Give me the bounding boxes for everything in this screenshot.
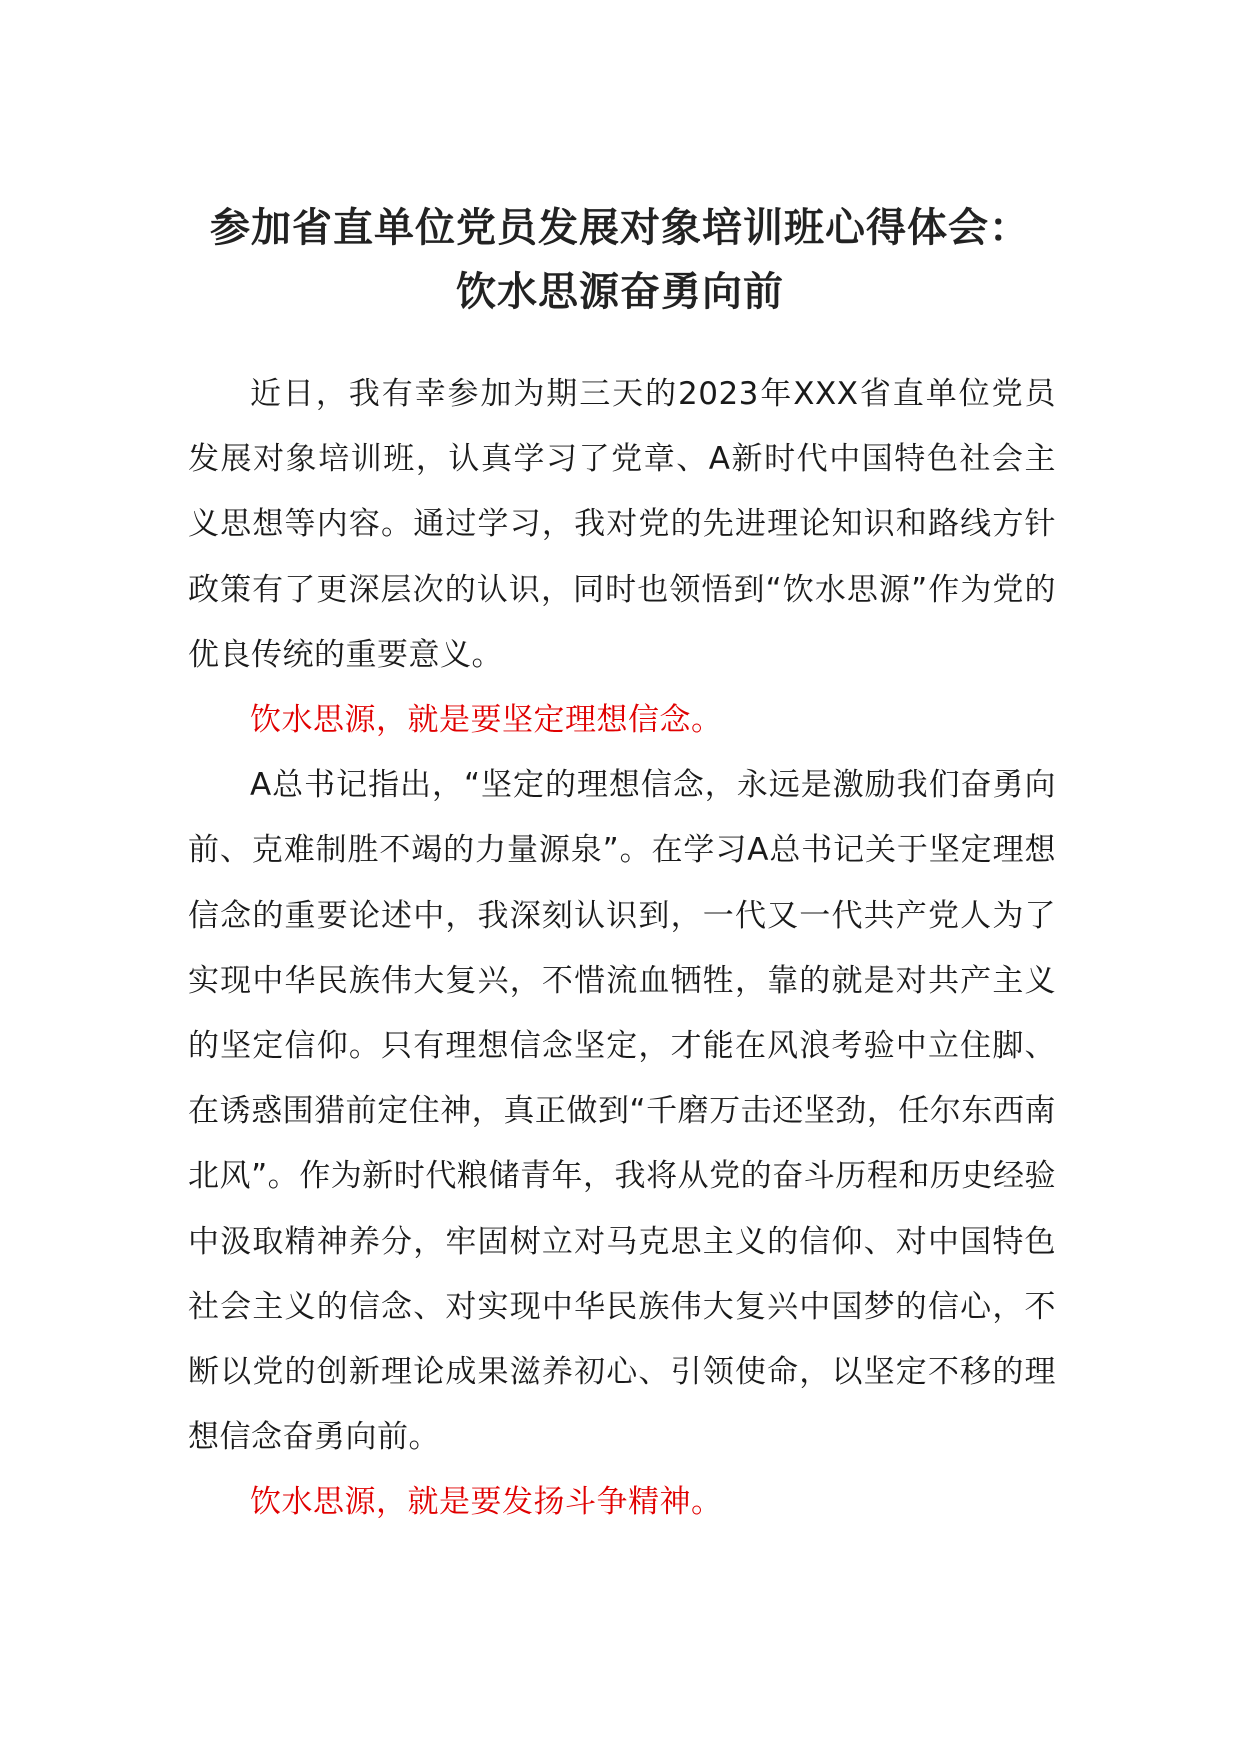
document-title — [150, 196, 1090, 324]
paragraph-intro: 近日，我有幸参加为期三天的2023年XXX省直单位党员发展对象培训班，认真学习了党章、A新时代中国特色社会主义思想等内容。通过学习，我对党的先进理论知识和路线方针政策有了更深层次的认识，同时也领悟到“饮水思源”作为党的优良传统的重要意义。 — [188, 376, 1056, 673]
section-heading-ideals: 饮水思源，就是要坚定理想信念。 — [250, 702, 723, 739]
paragraph-ideals: A总书记指出，“坚定的理想信念，永远是激励我们奋勇向前、克难制胜不竭的力量源泉”。在学习A总书记关于坚定理想信念的重要论述中，我深刻认识到，一代又一代共产党人为了实现中华民族伟大复兴，不惜流血牺牲，靠的就是对共产主义的坚定信仰。只有理想信念坚定，才能在风浪考验中立住脚、在诱惑围猎前定住神，真正做到“千磨万击还坚劲，任尔东西南北风”。作为新时代粮储青年，我将从党的奋斗历程和历史经验中汲取精神养分，牢固树立对马克思主义的信仰、对中国特色社会主义的信念、对实现中华民族伟大复兴中国梦的信心，不断以党的创新理论成果滋养初心、引领使命，以坚定不移的理想信念奋勇向前。 — [188, 767, 1056, 1456]
section-heading-struggle: 饮水思源，就是要发扬斗争精神。 — [250, 1484, 723, 1521]
title-line-2: 饮水思源奋勇向前 — [456, 269, 784, 315]
document-body — [188, 362, 1056, 1536]
title-line-1: 参加省直单位党员发展对象培训班心得体会： — [210, 205, 1030, 251]
